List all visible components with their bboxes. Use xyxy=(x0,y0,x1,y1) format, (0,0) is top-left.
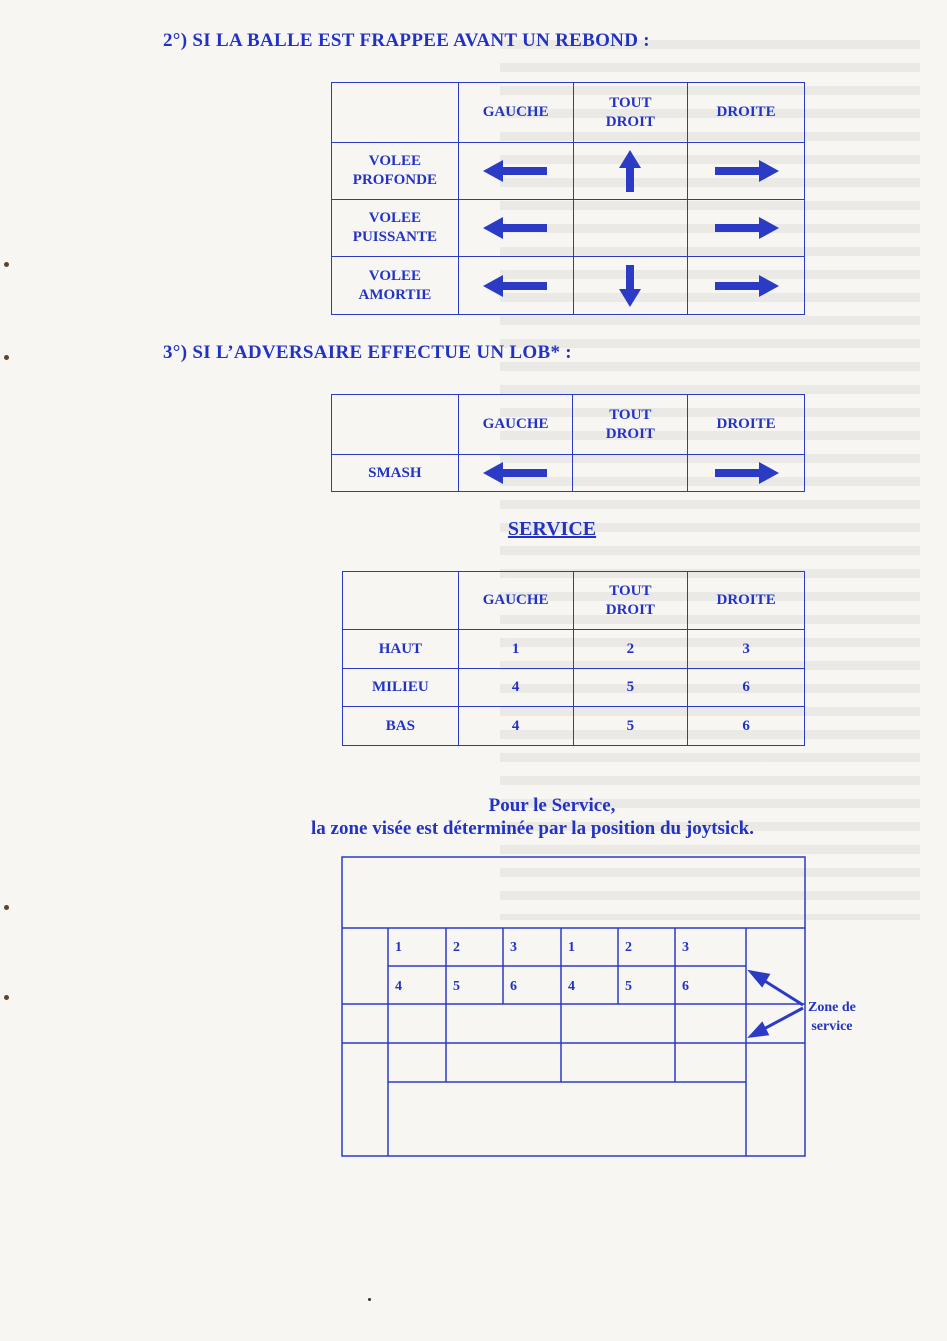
header-gauche: GAUCHE xyxy=(458,395,573,455)
court-zone-number: 2 xyxy=(453,940,460,955)
zone-value: 4 xyxy=(458,669,573,707)
row-label-milieu: MILIEU xyxy=(343,669,459,707)
header-droite: DROITE xyxy=(688,572,805,630)
zone-value: 6 xyxy=(688,707,805,746)
section3-title: 3°) SI L’ADVERSAIRE EFFECTUE UN LOB* : xyxy=(163,342,572,363)
court-zone-number: 2 xyxy=(625,940,632,955)
header-tout-droit: TOUT DROIT xyxy=(573,83,688,143)
service-note-line2: la zone visée est déterminée par la position du joytsick. xyxy=(311,818,754,839)
court-zone-number: 5 xyxy=(625,979,632,994)
header-droite: DROITE xyxy=(688,83,805,143)
court-zone-number: 6 xyxy=(682,979,689,994)
court-zone-number: 5 xyxy=(453,979,460,994)
header-tout-droit: TOUT DROIT xyxy=(573,572,688,630)
court-zone-number: 1 xyxy=(395,940,402,955)
row-label-haut: HAUT xyxy=(343,630,459,669)
header-droite: DROITE xyxy=(688,395,805,455)
print-dot xyxy=(368,1298,371,1301)
row-label-volee-puissante: VOLEE PUISSANTE xyxy=(332,200,459,257)
court-zone-number: 6 xyxy=(510,979,517,994)
zone-value: 5 xyxy=(573,669,688,707)
zone-value: 2 xyxy=(573,630,688,669)
court-zone-number: 1 xyxy=(568,940,575,955)
row-label-bas: BAS xyxy=(343,707,459,746)
zone-value: 3 xyxy=(688,630,805,669)
service-note-line1: Pour le Service, xyxy=(488,795,616,816)
zone-value: 4 xyxy=(458,707,573,746)
header-gauche: GAUCHE xyxy=(458,572,573,630)
row-label-smash: SMASH xyxy=(332,455,459,492)
section2-title: 2°) SI LA BALLE EST FRAPPEE AVANT UN REBOND : xyxy=(163,30,650,51)
header-gauche: GAUCHE xyxy=(458,83,573,143)
zone-value: 5 xyxy=(573,707,688,746)
zone-value: 1 xyxy=(458,630,573,669)
row-label-volee-amortie: VOLEE AMORTIE xyxy=(332,257,459,315)
court-zone-number: 3 xyxy=(682,940,689,955)
court-zone-number: 4 xyxy=(568,979,575,994)
court-zone-number: 4 xyxy=(395,979,402,994)
zone-value: 6 xyxy=(688,669,805,707)
header-tout-droit: TOUT DROIT xyxy=(573,395,688,455)
row-label-volee-profonde: VOLEE PROFONDE xyxy=(332,143,459,200)
service-title: SERVICE xyxy=(507,518,597,540)
zone-de-service-label: Zone de service xyxy=(808,1000,856,1034)
court-zone-number: 3 xyxy=(510,940,517,955)
